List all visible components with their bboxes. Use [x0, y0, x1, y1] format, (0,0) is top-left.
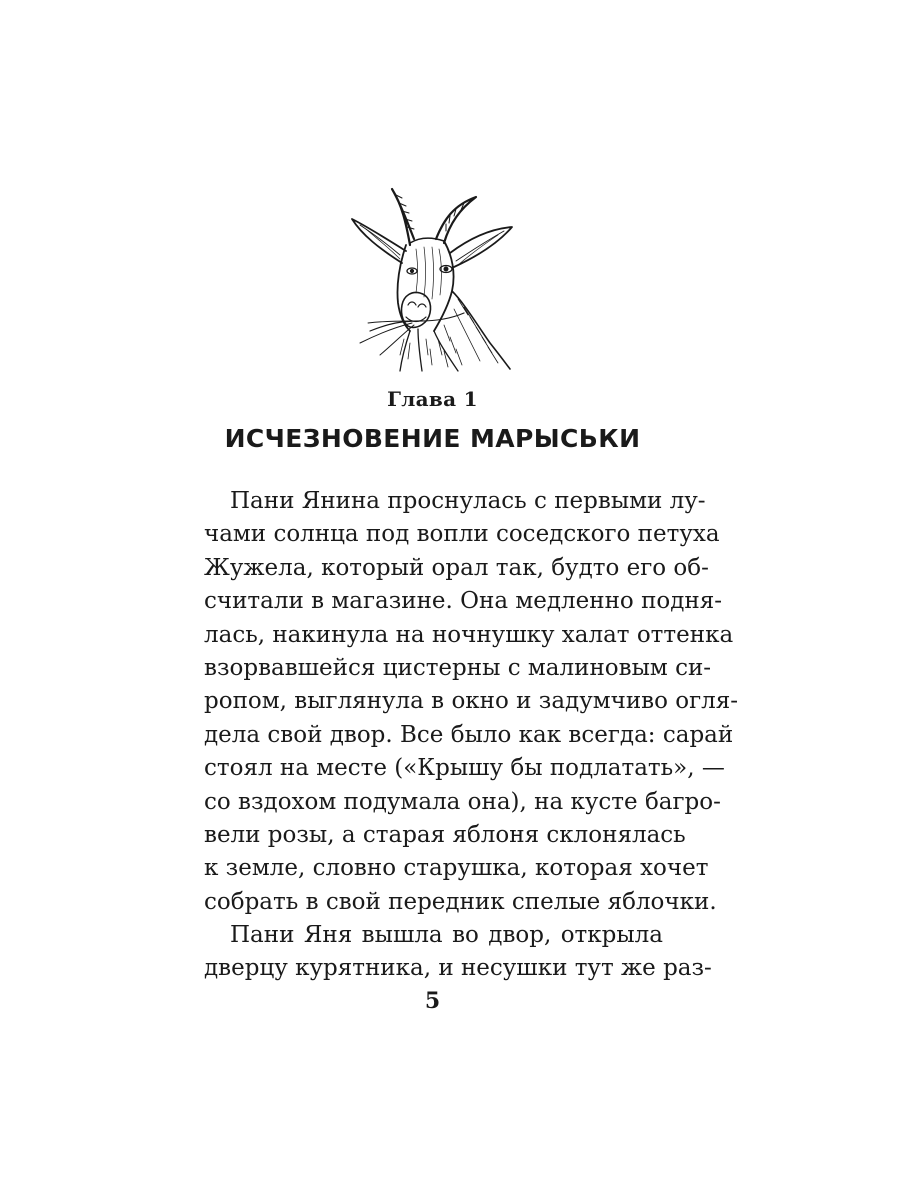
text-line: лась, накинула на ночнушку халат оттенка — [204, 621, 734, 648]
page-number: 5 — [424, 988, 441, 1014]
text-line: Жужела, который орал так, будто его об- — [204, 554, 709, 581]
text-line: взорвавшейся цистерны с малиновым си- — [204, 654, 712, 681]
text-line: Пани Яня вышла во двор, открыла — [230, 922, 663, 949]
chapter-label: Глава 1 — [387, 387, 478, 411]
text-line: чами солнца под вопли соседского петуха — [204, 521, 720, 548]
text-line: вели розы, а старая яблоня склонялась — [204, 821, 686, 848]
goat-head-icon — [340, 183, 520, 373]
text-line: к земле, словно старушка, которая хочет — [204, 855, 709, 882]
chapter-body-text — [204, 485, 739, 986]
paragraph — [204, 485, 739, 919]
text-line: дела свой двор. Все было как всегда: сарай — [204, 721, 734, 748]
text-line: со вздохом подумала она), на кусте багро- — [204, 788, 721, 815]
text-line: считали в магазине. Она медленно подня- — [204, 588, 723, 615]
text-line: ропом, выглянула в окно и задумчиво огля- — [204, 688, 739, 715]
text-line: дверцу курятника, и несушки тут же раз- — [204, 955, 712, 982]
text-line: собрать в свой передник спелые яблочки. — [204, 888, 717, 915]
text-line: стоял на месте («Крышу бы подлатать», — — [204, 755, 725, 782]
chapter-title: ИСЧЕЗНОВЕНИЕ МАРЫСЬКИ — [224, 424, 641, 453]
goat-head-illustration — [340, 183, 520, 373]
paragraph — [204, 919, 712, 986]
text-line: Пани Янина проснулась с первыми лу- — [230, 488, 706, 514]
